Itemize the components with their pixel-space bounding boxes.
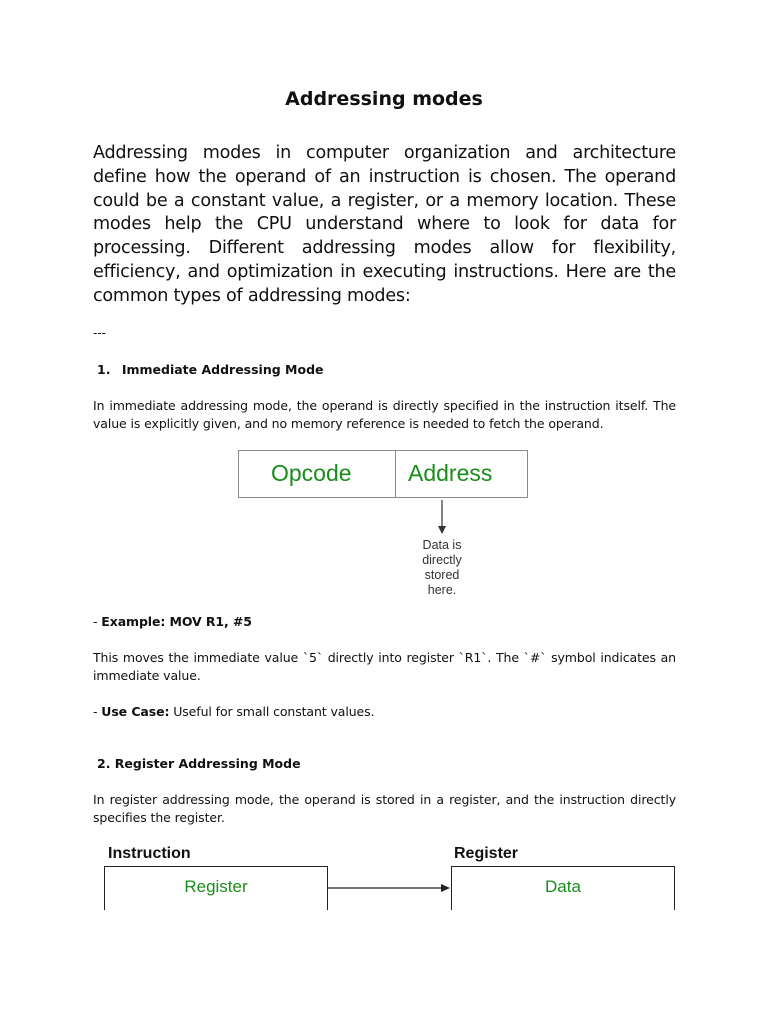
address-cell: Address	[408, 460, 493, 486]
example-prefix: -	[93, 614, 102, 629]
note-line: here.	[427, 583, 457, 597]
register-cell: Register	[184, 877, 248, 896]
example-line	[93, 613, 676, 631]
separator: ---	[93, 326, 106, 340]
note-line: stored	[424, 568, 460, 582]
use-case-text: Useful for small constant values.	[169, 704, 375, 719]
immediate-mode-diagram	[238, 450, 530, 602]
page-title: Addressing modes	[285, 88, 483, 110]
section2-heading: 2. Register Addressing Mode	[97, 756, 301, 771]
example-label: Example: MOV R1, #5	[101, 614, 252, 629]
section1-heading	[97, 362, 324, 377]
section1-heading-number: 1.	[97, 362, 111, 377]
section1-description: In immediate addressing mode, the operand is directly specified in the instruction itself. The value is explicitly given, and no memory reference is needed to fetch the operand.	[93, 398, 676, 431]
register-mode-diagram	[104, 842, 676, 910]
use-case-prefix: -	[93, 704, 102, 719]
note-line: directly	[422, 553, 462, 567]
opcode-cell: Opcode	[271, 460, 352, 486]
use-case-line	[93, 703, 676, 721]
use-case-label: Use Case:	[101, 704, 170, 719]
data-cell: Data	[545, 877, 581, 896]
instruction-label: Instruction	[108, 845, 191, 862]
intro-paragraph: Addressing modes in computer organization and architecture define how the operand of an instruction is chosen. The operand could be a constant value, a register, or a memory location. These modes help the CPU understand where to look for data for processing. Different addressing modes allow for flexibility, efficiency, and optimization in executing instructions. Here are the common types of addressing modes:	[93, 143, 676, 306]
arrow-right-icon	[104, 842, 676, 910]
diagram-note	[414, 538, 470, 598]
section2-description: In register addressing mode, the operand is stored in a register, and the instruction directly specifies the register.	[93, 792, 676, 825]
example-explanation: This moves the immediate value `5` directly into register `R1`. The `#` symbol indicates an immediate value.	[93, 650, 676, 683]
register-label: Register	[454, 845, 519, 862]
arrow-down-icon	[238, 450, 530, 602]
section1-heading-text: Immediate Addressing Mode	[121, 362, 324, 377]
note-line: Data is	[422, 538, 462, 552]
